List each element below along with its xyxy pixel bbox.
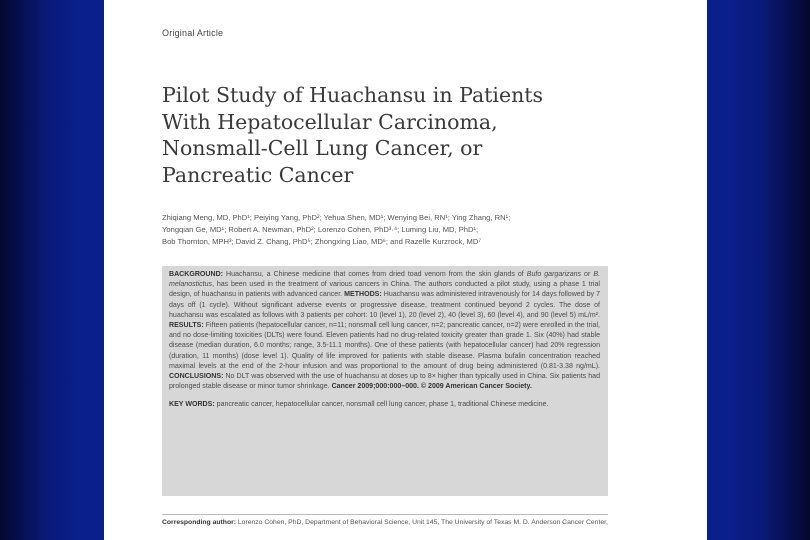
citation: Cancer 2009;000:000–000. © 2009 American Cancer Society. [331,383,532,391]
background-text: Huachansu, a Chinese medicine that comes from dried toad venom from the skin glands of [223,271,527,278]
background-text: , has been used in the treatment of various cancers in China. The authors conducted a pilot study, using a phase 1 trial design, of huachansu in patients with advanced cancer. [169,281,600,299]
author-line: Zhiqiang Meng, MD, PhD¹; Peiying Yang, PhD²; Yehua Shen, MD¹; Wenying Bei, RN¹; Ying Zhang, RN¹; [162,213,511,222]
title-line: With Hepatocellular Carcinoma, [162,109,498,134]
author-line: Bob Thornton, MPH³; David Z. Chang, PhD⁵; Zhongxing Liao, MD⁶; and Razelle Kurzrock, MD⁷ [162,237,482,246]
background-label: BACKGROUND: [169,271,224,278]
methods-label: METHODS: [344,291,382,299]
article-type-label: Original Article [162,28,224,38]
methods-text: Huachansu was administered intravenously for 14 days followed by 7 days off (1 cycle). Without significant adverse events or progressive disease, treatment continued beyond 2 cycles. The dose of huachansu was escalated as follows with 3 patients per cohort: 10 (level 1), 20 (level 2), 40 (level 3), 60 (level 4), and 90 (level 5) mL/m². [169,291,600,319]
keywords-text: pancreatic cancer, hepatocellular cancer, nonsmall cell lung cancer, phase 1, traditional Chinese medicine. [214,401,549,409]
results-label: RESULTS: [169,322,204,330]
title-line: Nonsmall-Cell Lung Cancer, or [162,136,483,160]
author-line: Yongqian Ge, MD¹; Robert A. Newman, PhD²; Lorenzo Cohen, PhD³·⁴; Luming Liu, MD, PhD¹; [162,225,479,234]
divider [162,514,608,515]
author-list [162,212,692,248]
article-page [104,0,707,540]
abstract-box [162,266,608,496]
correspondence-text: Lorenzo Cohen, PhD, Department of Behavioral Science, Unit 145, The University of Texas M. D. Anderson Cancer Center, [236,519,608,526]
correspondence-note [162,518,692,528]
background-text: or [581,271,594,278]
abstract-body [169,270,600,392]
conclusions-text: No DLT was observed with the use of huachansu at doses up to 8× higher than typically used in China. Six patients had prolonged stable disease or minor tumor shrinkage. [169,373,600,391]
species-name: B. melanostictus [169,271,600,289]
results-text: Fifteen patients (hepatocellular cancer, n=11; nonsmall cell lung cancer, n=2; pancreatic cancer, n=2) were enrolled in the trial, and no dose-limiting toxicities (DLTs) were found. Eleven patients had no drug-related toxicity greater than grade 1. Six (40%) had stable disease (median duration, 6.0 months; range, 3.5-11.1 months). One of these patients (with hepatocellular cancer) had 20% regression (duration, 11 months) (dose level 1). Quality of life improved for patients with stable disease. Plasma bufalin concentration reached maximal levels at the end of the 2-hour infusion and was proportional to the amount of drug being administered (0.81-3.38 ng/mL). [169,322,600,370]
title-line: Pilot Study of Huachansu in Patients [162,83,544,107]
species-name: Bufo gargarizans [526,271,582,278]
article-title [162,82,682,188]
title-line: Pancreatic Cancer [162,162,354,187]
conclusions-label: CONCLUSIONS: [169,373,224,381]
keywords-label: KEY WORDS: [169,401,215,409]
correspondence-label: Corresponding author: [162,519,237,526]
keywords [169,400,600,410]
